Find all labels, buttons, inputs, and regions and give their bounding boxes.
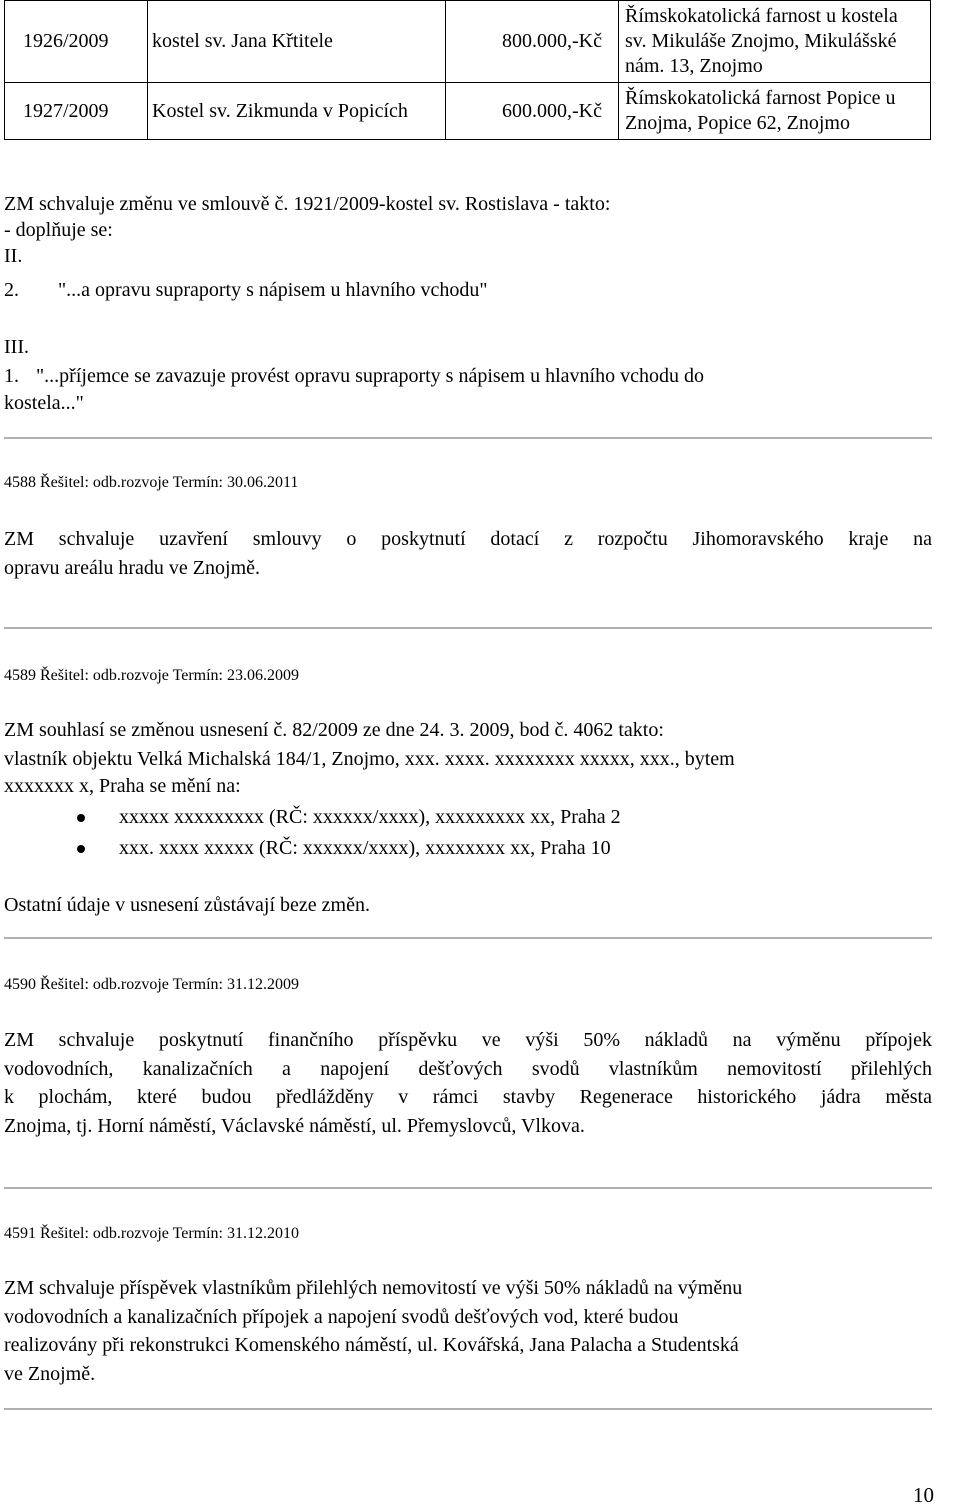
resolution-text [4,525,932,582]
resolution-text-line: ZM schvaluje uzavření smlouvy o poskytnutí dotací z rozpočtu Jihomoravského kraje na [4,528,932,550]
resolution-text-line: opravu areálu hradu ve Znojmě. [4,556,261,579]
resolution-header: 4588 Řešitel: odb.rozvoje Termín: 30.06.2011 [4,474,299,491]
bullet-icon [77,814,85,822]
amendment-line: kostela..." [4,392,84,414]
table-row [5,1,931,83]
amendment-line: II. [4,245,23,267]
resolution-text-line: xxxxxxx x, Praha se mění na: [4,775,241,797]
divider [4,627,932,629]
resolution-text-line: vodovodních a kanalizačních přípojek a napojení svodů dešťových vod, které budou [4,1306,679,1328]
resolution-text-line: ZM schvaluje poskytnutí finančního příspěvku ve výši 50% nákladů na výměnu přípojek [4,1029,932,1051]
divider [4,937,932,939]
recipient-line: Znojma, Popice 62, Znojmo [625,111,850,134]
amendment-item-number: 2. [4,279,19,301]
resolution-header: 4590 Řešitel: odb.rozvoje Termín: 31.12.2009 [4,976,299,993]
grants-table [4,0,931,140]
list-item: xxxxx xxxxxxxxx (RČ: xxxxxx/xxxx), xxxxxxxxx xx, Praha 2 [119,806,621,828]
recipient-line: Římskokatolická farnost u kostela [625,4,898,27]
amendment-item-number: 1. [4,365,19,387]
resolution-text-line: ZM schvaluje příspěvek vlastníkům přilehlých nemovitostí ve výši 50% nákladů na výměnu [4,1277,743,1299]
amendment-item-text: "...příjemce se zavazuje provést opravu supraporty s nápisem u hlavního vchodu do [36,365,704,387]
resolution-text-line: Ostatní údaje v usnesení zůstávají beze změn. [4,894,370,916]
cell-number: 1927/2009 [5,83,148,140]
divider [4,1408,932,1410]
recipient-line: sv. Mikuláše Znojmo, Mikulášské [625,29,897,52]
recipient-line: Římskokatolická farnost Popice u [625,86,896,109]
cell-recipient [619,83,931,140]
resolution-text-line: ZM souhlasí se změnou usnesení č. 82/2009 ze dne 24. 3. 2009, bod č. 4062 takto: [4,719,664,741]
cell-number: 1926/2009 [5,1,148,83]
amendment-line: III. [4,336,29,358]
resolution-text-line: ve Znojmě. [4,1363,96,1385]
resolution-text-line: k plochám, které budou předlážděny v rámci stavby Regenerace historického jádra města [4,1086,932,1108]
resolution-header: 4589 Řešitel: odb.rozvoje Termín: 23.06.2009 [4,667,299,684]
resolution-text-line: vodovodních, kanalizačních a napojení dešťových svodů vlastníkům nemovitostí přilehlých [4,1057,932,1080]
divider [4,437,932,439]
amendment-line: ZM schvaluje změnu ve smlouvě č. 1921/2009-kostel sv. Rostislava - takto: [4,193,611,215]
page-number: 10 [913,1483,934,1507]
amendment-item-text: "...a opravu supraporty s nápisem u hlavního vchodu" [58,279,488,301]
table-row [5,83,931,140]
cell-amount: 800.000,-Kč [446,1,619,83]
resolution-text-line: vlastník objektu Velká Michalská 184/1, Znojmo, xxx. xxxx. xxxxxxxx xxxxx, xxx., bytem [4,748,735,770]
list-item: xxx. xxxx xxxxx (RČ: xxxxxx/xxxx), xxxxxxxx xx, Praha 10 [119,837,611,859]
bullet-icon [77,845,85,853]
resolution-header: 4591 Řešitel: odb.rozvoje Termín: 31.12.2010 [4,1225,299,1242]
cell-amount: 600.000,-Kč [446,83,619,140]
divider [4,1187,932,1189]
resolution-text-line: realizovány při rekonstrukci Komenského náměstí, ul. Kovářská, Jana Palacha a Studentská [4,1334,739,1356]
resolution-text [4,1026,932,1140]
cell-object: Kostel sv. Zikmunda v Popicích [148,83,446,140]
cell-recipient [619,1,931,83]
recipient-line: nám. 13, Znojmo [625,54,763,77]
amendment-line: - doplňuje se: [4,219,113,241]
resolution-text-line: Znojma, tj. Horní náměstí, Václavské náměstí, ul. Přemyslovců, Vlkova. [4,1114,585,1137]
cell-object: kostel sv. Jana Křtitele [148,1,446,83]
